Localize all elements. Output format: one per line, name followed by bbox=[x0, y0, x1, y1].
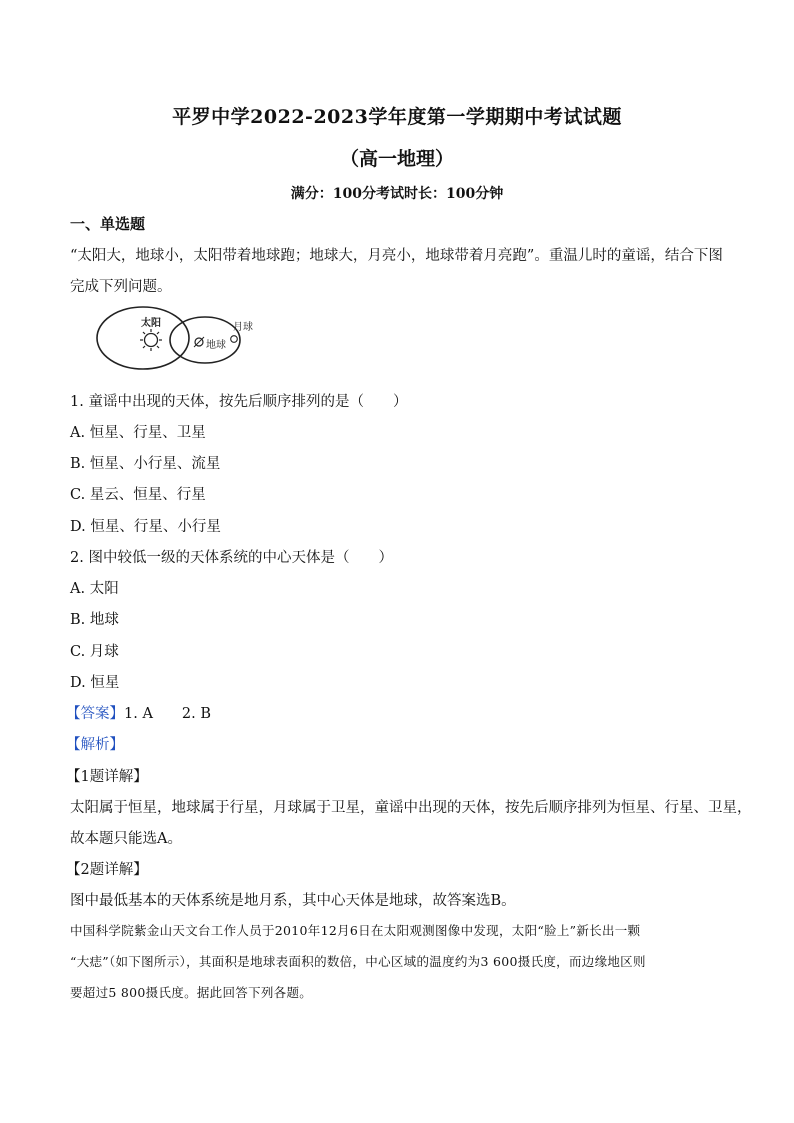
moon-icon bbox=[231, 336, 238, 343]
question-1-stem: 1. 童谣中出现的天体，按先后顺序排列的是（ ） bbox=[70, 394, 408, 410]
question-1-option-d: D. 恒星、行星、小行星 bbox=[70, 519, 221, 535]
passage-2-line-3: 要超过5 800摄氏度。据此回答下列各题。 bbox=[70, 985, 313, 1000]
page-title: 平罗中学2022-2023学年度第一学期期中考试试题 bbox=[172, 106, 622, 128]
passage-2-line-1: 中国科学院紫金山天文台工作人员于2010年12月6日在太阳观测图像中发现，太阳“脸上”新长出一颗 bbox=[70, 923, 641, 938]
passage-2-line-2: “大痣”（如下图所示），其面积是地球表面积的数倍，中心区域的温度约为3 600摄氏度，而边缘地区则 bbox=[70, 954, 646, 969]
answer-line bbox=[66, 702, 211, 723]
sun-icon bbox=[140, 329, 162, 351]
question-2-option-d: D. 恒星 bbox=[70, 675, 120, 691]
detail-1-line-1: 太阳属于恒星，地球属于行星，月球属于卫星，童谣中出现的天体，按先后顺序排列为恒星、行星、卫星， bbox=[70, 800, 752, 816]
earth-label: 地球 bbox=[206, 340, 226, 351]
intro-line-2: 完成下列问题。 bbox=[70, 279, 172, 295]
question-2-option-b: B. 地球 bbox=[70, 612, 119, 628]
earth-icon bbox=[194, 337, 204, 347]
question-2-option-c: C. 月球 bbox=[70, 644, 119, 660]
question-2-option-a: A. 太阳 bbox=[70, 581, 119, 597]
detail-1-label: 【1题详解】 bbox=[66, 769, 148, 785]
question-1-option-c: C. 星云、恒星、行星 bbox=[70, 487, 206, 503]
sun-label: 太阳 bbox=[141, 318, 161, 329]
question-1-option-a: A. 恒星、行星、卫星 bbox=[70, 425, 206, 441]
celestial-system-diagram bbox=[95, 302, 265, 374]
score-line: 满分：100分考试时长：100分钟 bbox=[290, 186, 504, 202]
solar-system-orbit bbox=[97, 307, 189, 369]
section-heading: 一、单选题 bbox=[70, 215, 146, 233]
detail-2-label: 【2题详解】 bbox=[66, 862, 148, 878]
earth-moon-orbit bbox=[170, 317, 240, 363]
question-1-option-b: B. 恒星、小行星、流星 bbox=[70, 456, 221, 472]
question-2-stem: 2. 图中较低一级的天体系统的中心天体是（ ） bbox=[70, 550, 393, 566]
page-subtitle: （高一地理） bbox=[339, 148, 454, 170]
detail-2-line-1: 图中最低基本的天体系统是地月系，其中心天体是地球，故答案选B。 bbox=[70, 893, 516, 909]
answer-text: 1. A 2. B bbox=[124, 706, 212, 722]
analysis-label: 【解析】 bbox=[66, 737, 124, 753]
moon-label: 月球 bbox=[233, 322, 253, 333]
answer-label: 【答案】 bbox=[66, 706, 124, 722]
detail-1-line-2: 故本题只能选A。 bbox=[70, 831, 182, 847]
intro-line-1: “太阳大，地球小，太阳带着地球跑；地球大，月亮小，地球带着月亮跑”。重温儿时的童谣，结合下图 bbox=[70, 248, 723, 264]
